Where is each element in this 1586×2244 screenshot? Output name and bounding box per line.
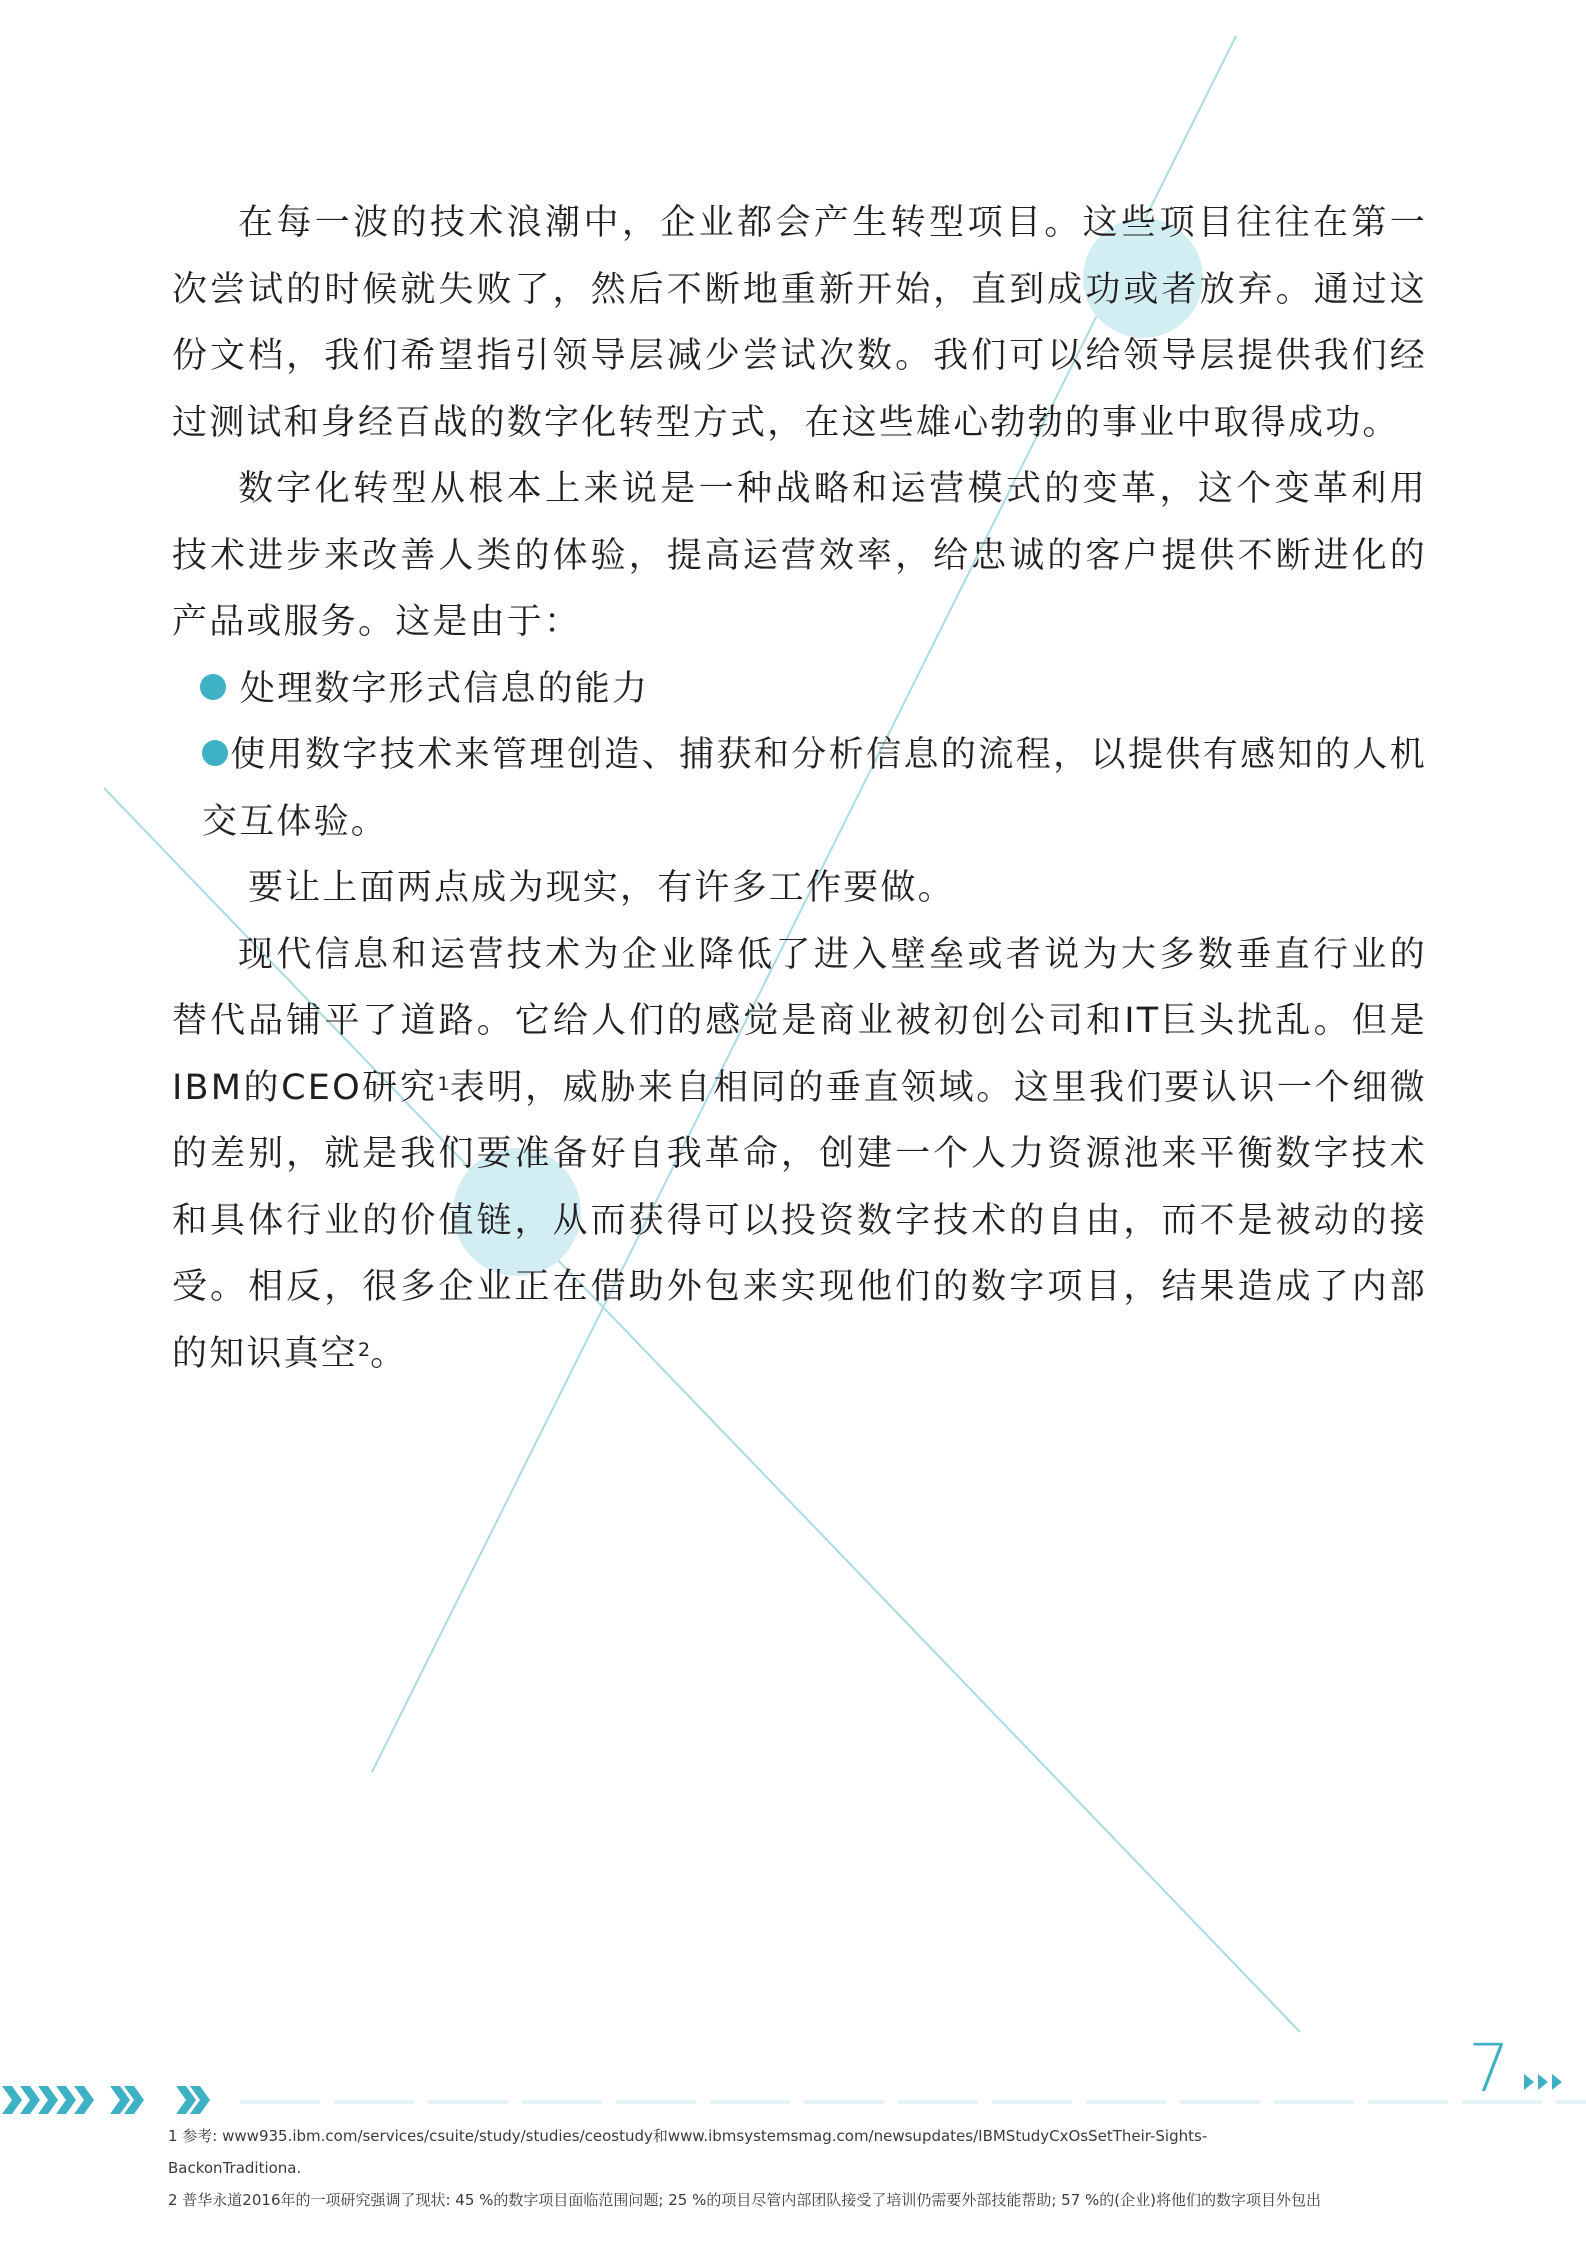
chevron-arrows-icon: [2, 2086, 210, 2114]
bullet-text: 处理数字形式信息的能力: [240, 668, 650, 709]
paragraph-definition: 数字化转型从根本上来说是一种战略和运营模式的变革，这个变革利用技术进步来改善人类的体验，提高运营效率，给忠诚的客户提供不断进化的产品或服务。这是由于：: [172, 469, 1427, 642]
bullet-item: [172, 722, 1427, 855]
footnote-1: 1 参考: www935.ibm.com/services/csuite/study/studies/ceostudy和www.ibmsystemsmag.com/newsupdates/IBMStudyCxOsSetTheir-Sights-: [168, 2127, 1208, 2145]
bullet-dot-icon: [200, 674, 226, 700]
footnote-2: 2 普华永道2016年的一项研究强调了现状: 45 %的数字项目面临范围问题; 25 %的项目尽管内部团队接受了培训仍需要外部技能帮助; 57 %的(企业)将他们的数字项目外包出: [168, 2191, 1321, 2209]
footnote-1-cont: BackonTraditiona.: [168, 2159, 302, 2177]
footnote-ref: 1: [437, 1072, 450, 1095]
bullet-dot-icon: [202, 740, 228, 766]
paragraph-text: 现代信息和运营技术为企业降低了进入壁垒或者说为大多数垂直行业的替代品铺平了道路。它给人们的感觉是商业被初创公司和IT巨头扰乱。但是IBM的CEO研究: [172, 934, 1427, 1108]
bullet-item: [172, 656, 1427, 723]
footnotes: [168, 2120, 1448, 2216]
bullet-text: 使用数字技术来管理创造、捕获和分析信息的流程，以提供有感知的人机交互体验。: [202, 735, 1427, 842]
paragraph-text: 。: [370, 1333, 408, 1374]
page-arrow-icon: [1524, 2074, 1562, 2090]
paragraph-intro: 在每一波的技术浪潮中，企业都会产生转型项目。这些项目往往在第一次尝试的时候就失败了，然后不断地重新开始，直到成功或者放弃。通过这份文档，我们希望指引领导层减少尝试次数。我们可以给领导层提供我们经过测试和身经百战的数字化转型方式，在这些雄心勃勃的事业中取得成功。: [172, 203, 1427, 443]
footnote-ref: 2: [358, 1338, 371, 1361]
paragraph-text: 表明，威胁来自相同的垂直领域。这里我们要认识一个细微的差别，就是我们要准备好自我革命，创建一个人力资源池来平衡数字技术和具体行业的价值链，从而获得可以投资数字技术的自由，而不是被动的接受。相反，很多企业正在借助外包来实现他们的数字项目，结果造成了内部的知识真空: [172, 1067, 1428, 1374]
paragraph-transition: 要让上面两点成为现实，有许多工作要做。: [248, 868, 955, 908]
paragraph-disruption: [172, 922, 1427, 1388]
page-number: 7: [1468, 2030, 1510, 2107]
main-content: [172, 190, 1427, 1387]
